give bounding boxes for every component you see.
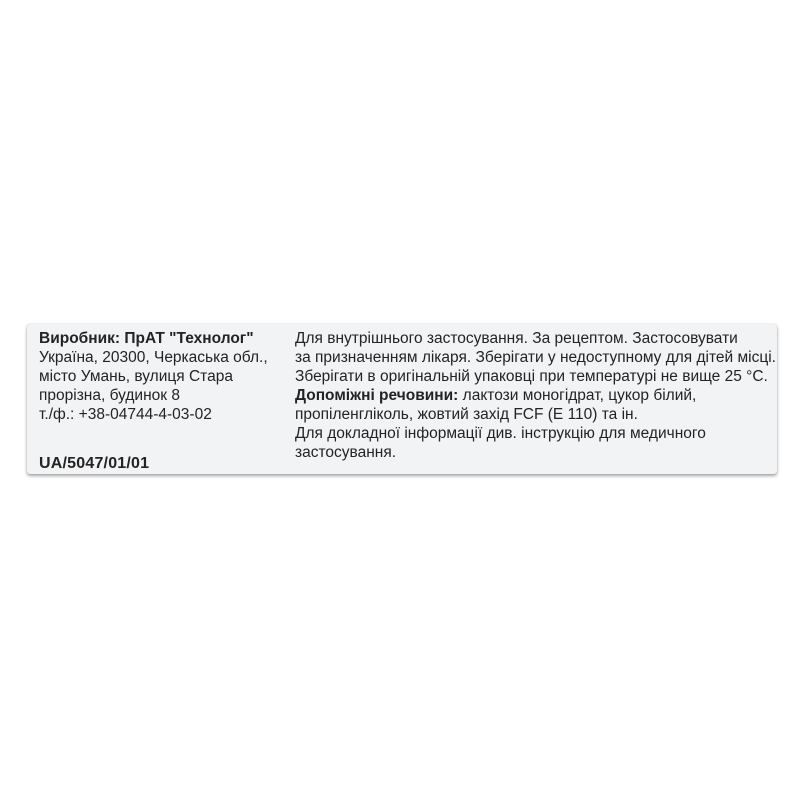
excipients-line [295,386,773,405]
manufacturer-block [39,329,291,424]
usage-info-block [295,329,776,462]
registration-number: UA/5047/01/01 [39,455,150,472]
manufacturer-label: Виробник: [39,330,121,347]
excipients-text: лактози моногідрат, цукор білий, [458,387,697,404]
excipients-label: Допоміжні речовини: [295,387,459,404]
manufacturer-address-line: Україна, 20300, Черкаська обл., [39,349,268,366]
manufacturer-address-line: місто Умань, вулиця Стара [39,368,233,385]
manufacturer-heading [39,329,291,348]
manufacturer-address-line: прорізна, будинок 8 [39,387,180,404]
manufacturer-phone: т./ф.: +38-04744-4-03-02 [39,406,212,423]
info-line: застосування. [295,444,397,461]
manufacturer-name: ПрАТ "Технолог" [124,330,254,347]
usage-line: Для внутрішнього застосування. За рецептом. Застосовувати [295,330,738,347]
usage-line: за призначенням лікаря. Зберігати у недоступному для дітей місці. [295,349,776,366]
excipients-line-2: пропіленгліколь, жовтий захід FCF (E 110) та ін. [295,406,638,423]
info-line: Для докладної інформації див. інструкцію для медичного [295,425,706,442]
storage-line: Зберігати в оригінальній упаковці при температурі не вище 25 °C. [295,368,768,385]
package-side-panel [27,324,777,474]
